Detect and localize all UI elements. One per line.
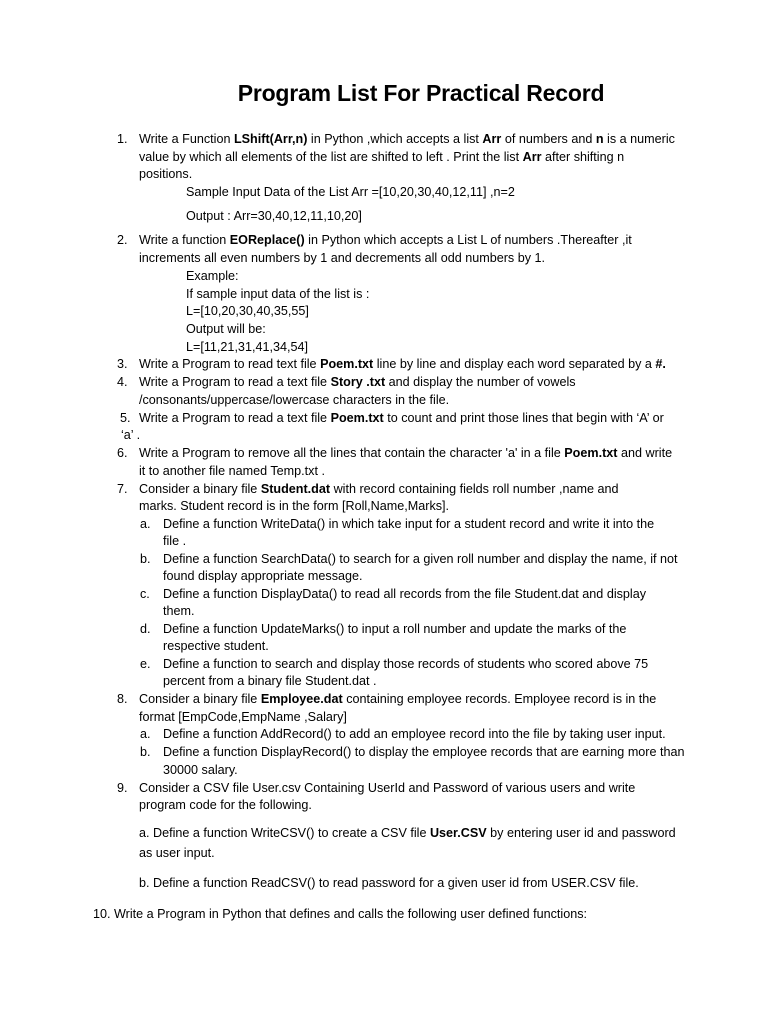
text-line xyxy=(163,568,363,585)
text-run: L=[11,21,31,41,34,54] xyxy=(186,340,308,354)
text-run: L=[10,20,30,40,35,55] xyxy=(186,304,309,318)
text-run: Define a function AddRecord() to add an employee record into the file by taking user input. xyxy=(163,727,666,741)
text-run: file . xyxy=(163,534,187,548)
bold-text: Poem.txt xyxy=(564,446,618,460)
text-run: ‘a’ . xyxy=(121,428,141,442)
text-line xyxy=(163,673,377,690)
text-line xyxy=(186,184,515,201)
item-number: b. xyxy=(140,745,151,759)
item-number: 1. xyxy=(117,132,128,146)
text-line xyxy=(139,166,192,183)
text-line xyxy=(163,516,654,533)
text-run: increments all even numbers by 1 and decrements all odd numbers by 1. xyxy=(139,251,546,265)
bold-text: EOReplace() xyxy=(229,233,305,247)
text-run: them. xyxy=(163,604,195,618)
text-line xyxy=(163,603,195,620)
text-run: is a numeric xyxy=(603,132,675,146)
text-run: Write a Program to read a text file xyxy=(139,411,331,425)
bold-text: Arr xyxy=(482,132,502,146)
text-run: /consonants/uppercase/lowercase characters in the file. xyxy=(139,393,450,407)
text-line xyxy=(139,410,664,427)
text-line xyxy=(139,131,675,148)
text-line xyxy=(139,356,666,373)
text-line xyxy=(139,845,215,862)
text-run: format [EmpCode,EmpName ,Salary] xyxy=(139,710,347,724)
text-line xyxy=(139,463,325,480)
item-number: 6. xyxy=(117,446,128,460)
text-line xyxy=(139,780,635,797)
text-run: 10. Write a Program in Python that defines and calls the following user defined functions: xyxy=(93,907,588,921)
text-run: in Python which accepts a List L of numbers .Thereafter ,it xyxy=(304,233,632,247)
text-run: Define a function UpdateMarks() to input a roll number and update the marks of the xyxy=(163,622,627,636)
bold-text: Poem.txt xyxy=(330,411,384,425)
text-run: Define a function to search and display those records of students who scored above 75 xyxy=(163,657,649,671)
item-number: 5. xyxy=(120,411,131,425)
text-run: marks. Student record is in the form [Roll,Name,Marks]. xyxy=(139,499,450,513)
bold-text: Arr xyxy=(522,150,542,164)
text-line xyxy=(163,551,678,568)
text-line xyxy=(139,232,632,249)
text-line xyxy=(139,392,449,409)
text-run: Define a function SearchData() to search for a given roll number and display the name, if not xyxy=(163,552,678,566)
text-line xyxy=(139,498,449,515)
bold-text: #. xyxy=(655,357,666,371)
text-run: Consider a CSV file User.csv Containing UserId and Password of various users and write xyxy=(139,781,636,795)
text-run: Sample Input Data of the List Arr =[10,20,30,40,12,11] ,n=2 xyxy=(186,185,515,199)
text-line xyxy=(93,906,587,923)
bold-text: Poem.txt xyxy=(320,357,374,371)
item-number: c. xyxy=(140,587,150,601)
text-run: of numbers and xyxy=(501,132,596,146)
text-line xyxy=(163,762,238,779)
text-line xyxy=(186,208,362,225)
text-run: value by which all elements of the list are shifted to left . Print the list xyxy=(139,150,523,164)
text-run: by entering user id and password xyxy=(486,826,676,840)
item-number: 4. xyxy=(117,375,128,389)
text-run: Write a Program to read text file xyxy=(139,357,321,371)
item-number: 8. xyxy=(117,692,128,706)
text-run: Write a Program to remove all the lines that contain the character 'a' in a file xyxy=(139,446,565,460)
text-run: percent from a binary file Student.dat . xyxy=(163,674,377,688)
text-run: positions. xyxy=(139,167,193,181)
text-line xyxy=(139,797,312,814)
text-run: Write a Program to read a text file xyxy=(139,375,331,389)
text-run: Output will be: xyxy=(186,322,266,336)
bold-text: Employee.dat xyxy=(260,692,343,706)
text-line xyxy=(121,427,140,444)
text-run: as user input. xyxy=(139,846,215,860)
text-line xyxy=(139,709,347,726)
item-number: a. xyxy=(140,517,151,531)
text-line xyxy=(139,149,624,166)
text-run: containing employee records. Employee record is in the xyxy=(342,692,657,706)
text-line xyxy=(139,445,672,462)
item-number: 7. xyxy=(117,482,128,496)
text-line xyxy=(163,621,626,638)
text-line xyxy=(186,286,369,303)
text-run: Output : Arr=30,40,12,11,10,20] xyxy=(186,209,362,223)
text-line xyxy=(139,481,619,498)
text-run: 30000 salary. xyxy=(163,763,238,777)
text-line xyxy=(139,875,639,892)
text-line xyxy=(139,825,676,842)
text-line xyxy=(186,268,239,285)
item-number: d. xyxy=(140,622,151,636)
text-line xyxy=(163,726,666,743)
text-run: Consider a binary file xyxy=(139,692,261,706)
text-run: and write xyxy=(617,446,673,460)
text-run: b. Define a function ReadCSV() to read password for a given user id from USER.CSV file. xyxy=(139,876,639,890)
item-number: 9. xyxy=(117,781,128,795)
text-run: Write a function xyxy=(139,233,230,247)
text-run: program code for the following. xyxy=(139,798,312,812)
text-run: Define a function WriteData() in which take input for a student record and write it into the xyxy=(163,517,655,531)
text-line xyxy=(163,744,685,761)
item-number: 3. xyxy=(117,357,128,371)
item-number: a. xyxy=(140,727,151,741)
text-run: Write a Function xyxy=(139,132,234,146)
text-run: in Python ,which accepts a list xyxy=(307,132,483,146)
item-number: b. xyxy=(140,552,151,566)
text-line xyxy=(163,638,269,655)
bold-text: LShift(Arr,n) xyxy=(233,132,308,146)
text-run: and display the number of vowels xyxy=(385,375,576,389)
bold-text: Story .txt xyxy=(330,375,386,389)
text-line xyxy=(186,303,309,320)
text-line xyxy=(139,250,545,267)
text-line xyxy=(186,339,308,356)
bold-text: User.CSV xyxy=(429,826,487,840)
item-number: e. xyxy=(140,657,151,671)
page-title: Program List For Practical Record xyxy=(237,80,605,106)
text-run: If sample input data of the list is : xyxy=(186,287,370,301)
text-line xyxy=(139,691,656,708)
text-run: found display appropriate message. xyxy=(163,569,363,583)
text-run: Define a function DisplayData() to read all records from the file Student.dat and display xyxy=(163,587,647,601)
text-run: to count and print those lines that begin with ‘A’ or xyxy=(383,411,664,425)
text-run: with record containing fields roll number ,name and xyxy=(330,482,619,496)
text-line xyxy=(163,533,186,550)
text-line xyxy=(186,321,266,338)
text-run: line by line and display each word separated by a xyxy=(373,357,656,371)
text-line xyxy=(163,586,646,603)
text-run: Define a function DisplayRecord() to display the employee records that are earning more than xyxy=(163,745,685,759)
item-number: 2. xyxy=(117,233,128,247)
text-line xyxy=(139,374,576,391)
text-run: Example: xyxy=(186,269,239,283)
text-run: a. Define a function WriteCSV() to create a CSV file xyxy=(139,826,430,840)
text-line xyxy=(163,656,648,673)
text-run: respective student. xyxy=(163,639,269,653)
text-run: Consider a binary file xyxy=(139,482,261,496)
text-run: it to another file named Temp.txt . xyxy=(139,464,325,478)
text-run: after shifting n xyxy=(541,150,625,164)
bold-text: n xyxy=(595,132,604,146)
bold-text: Student.dat xyxy=(260,482,331,496)
